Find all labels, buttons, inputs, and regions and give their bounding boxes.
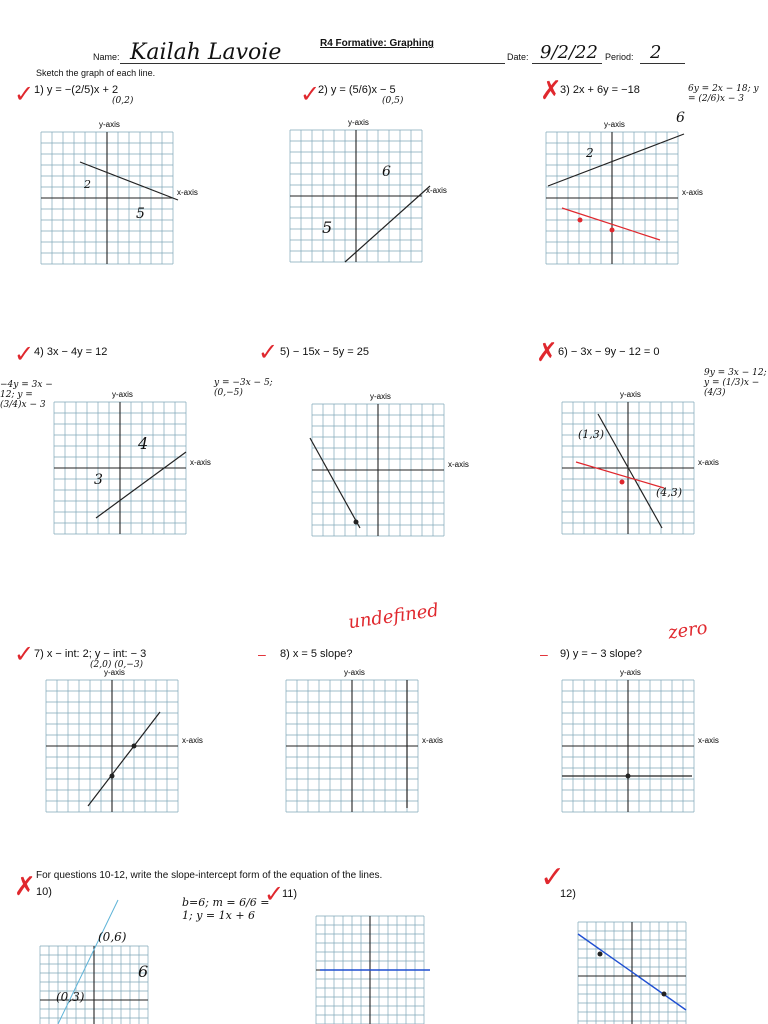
y-axis-label: y-axis — [104, 668, 125, 677]
problem-number: 10) — [36, 886, 52, 898]
graph-line — [548, 134, 684, 186]
handwritten-work: 9y = 3x − 12; y = (1/3)x − (4/3) — [704, 368, 767, 398]
handwritten-work: 6y = 2x − 18; y = (2/6)x − 3 — [688, 84, 759, 104]
handwritten-zero: zero — [666, 617, 709, 644]
y-axis-label: y-axis — [604, 120, 625, 129]
handwritten-undefined: undefined — [346, 599, 441, 634]
graph-line — [345, 186, 430, 262]
problem-equation: 2x + 6y = −18 — [572, 84, 640, 96]
check-mark: ✓ — [14, 640, 35, 668]
problem-equation: y = −(2/5)x + 2 — [46, 84, 119, 96]
point-label: (4,3) — [656, 486, 683, 499]
point-label: (0,3) — [56, 990, 85, 1004]
instructions-graph: Sketch the graph of each line. — [36, 68, 156, 78]
x-axis-label: x-axis — [177, 188, 198, 197]
instructions-slope-intercept: For questions 10-12, write the slope-intercept form of the equation of the lines. — [36, 870, 383, 881]
graph-point — [610, 228, 615, 233]
x-axis-label: x-axis — [698, 736, 719, 745]
problem-number: 5) — [280, 346, 290, 358]
problem-equation: x − int: 2; y − int: − 3 — [46, 648, 147, 660]
problem-number: 9) — [560, 648, 570, 660]
graph-line — [96, 452, 186, 518]
check-mark: ✓ — [14, 80, 35, 108]
y-axis-label: y-axis — [344, 668, 365, 677]
rise-label: 2 — [586, 146, 594, 160]
problem-number: 4) — [34, 346, 44, 358]
graph-point — [598, 952, 603, 957]
graph-point — [626, 774, 631, 779]
y-axis-label: y-axis — [112, 390, 133, 399]
problem-equation: y = (5/6)x − 5 — [330, 84, 396, 96]
handwritten-work: −4y = 3x − 12; y = (3/4)x − 3 — [0, 380, 53, 410]
x-axis-label: x-axis — [182, 736, 203, 745]
check-mark: ✓ — [258, 338, 279, 366]
x-axis-label: x-axis — [190, 458, 211, 467]
run-label: 4 — [138, 434, 149, 453]
graph-point — [110, 774, 115, 779]
x-mark: ✗ — [14, 872, 36, 902]
handwritten-work: b=6; m = 6/6 = 1; y = 1x + 6 — [182, 896, 270, 922]
x-axis-label: x-axis — [698, 458, 719, 467]
graph-point — [578, 218, 583, 223]
x-axis-label: x-axis — [422, 736, 443, 745]
dash-mark: – — [540, 646, 548, 662]
problem-number: 11) — [282, 888, 298, 900]
graph-line — [310, 438, 360, 528]
x-axis-label: x-axis — [682, 188, 703, 197]
y-axis-label: y-axis — [348, 118, 369, 127]
x-axis-label: x-axis — [448, 460, 469, 469]
problem-equation: x = 5 slope? — [292, 648, 353, 660]
handwritten-work: y = −3x − 5; (0,−5) — [214, 378, 273, 398]
problem-number: 8) — [280, 648, 290, 660]
point-label: (0,6) — [98, 930, 127, 944]
handwritten-work: (0,5) — [382, 96, 404, 106]
check-mark: ✓ — [540, 860, 566, 895]
check-mark: ✓ — [264, 880, 285, 908]
handwritten-work: (2,0) (0,−3) — [90, 660, 144, 670]
y-axis-label: y-axis — [370, 392, 391, 401]
problem-equation: y = − 3 slope? — [572, 648, 642, 660]
x-mark: ✗ — [540, 76, 562, 106]
check-mark: ✓ — [300, 80, 321, 108]
y-axis-label: y-axis — [99, 120, 120, 129]
graph-line — [576, 462, 664, 488]
dash-mark: – — [258, 646, 266, 662]
run-label: 6 — [676, 110, 685, 126]
rise-label: 2 — [84, 178, 91, 191]
y-axis-label: y-axis — [620, 668, 641, 677]
problem-number: 7) — [34, 648, 44, 660]
student-name: Kailah Lavoie — [130, 40, 282, 65]
y-axis-label: y-axis — [620, 390, 641, 399]
date-value: 9/2/22 — [540, 42, 598, 63]
name-label: Name: — [93, 52, 120, 62]
graph-point — [662, 992, 667, 997]
rise-label: 3 — [94, 472, 103, 488]
problem-equation: − 15x − 5y = 25 — [292, 346, 369, 358]
rise-label: 6 — [138, 962, 149, 981]
run-label: 6 — [382, 164, 391, 180]
problem-number: 12) — [560, 888, 576, 900]
date-label: Date: — [507, 52, 529, 62]
point-label: (1,3) — [578, 428, 605, 441]
problem-equation: − 3x − 9y − 12 = 0 — [570, 346, 660, 358]
problem-number: 2) — [318, 84, 328, 96]
rise-label: 5 — [322, 218, 333, 237]
x-mark: ✗ — [536, 338, 558, 368]
problem-number: 1) — [34, 84, 44, 96]
check-mark: ✓ — [14, 340, 35, 368]
graph-point — [132, 744, 137, 749]
problem-number: 3) — [560, 84, 570, 96]
page-title: R4 Formative: Graphing — [320, 38, 434, 49]
graph-point — [354, 520, 359, 525]
period-label: Period: — [605, 52, 634, 62]
handwritten-work: (0,2) — [112, 96, 134, 106]
x-axis-label: x-axis — [426, 186, 447, 195]
run-label: 5 — [136, 206, 145, 222]
graph-line — [88, 712, 160, 806]
problem-equation: 3x − 4y = 12 — [46, 346, 108, 358]
problem-number: 6) — [558, 346, 568, 358]
period-value: 2 — [650, 42, 662, 63]
graph-point — [620, 480, 625, 485]
